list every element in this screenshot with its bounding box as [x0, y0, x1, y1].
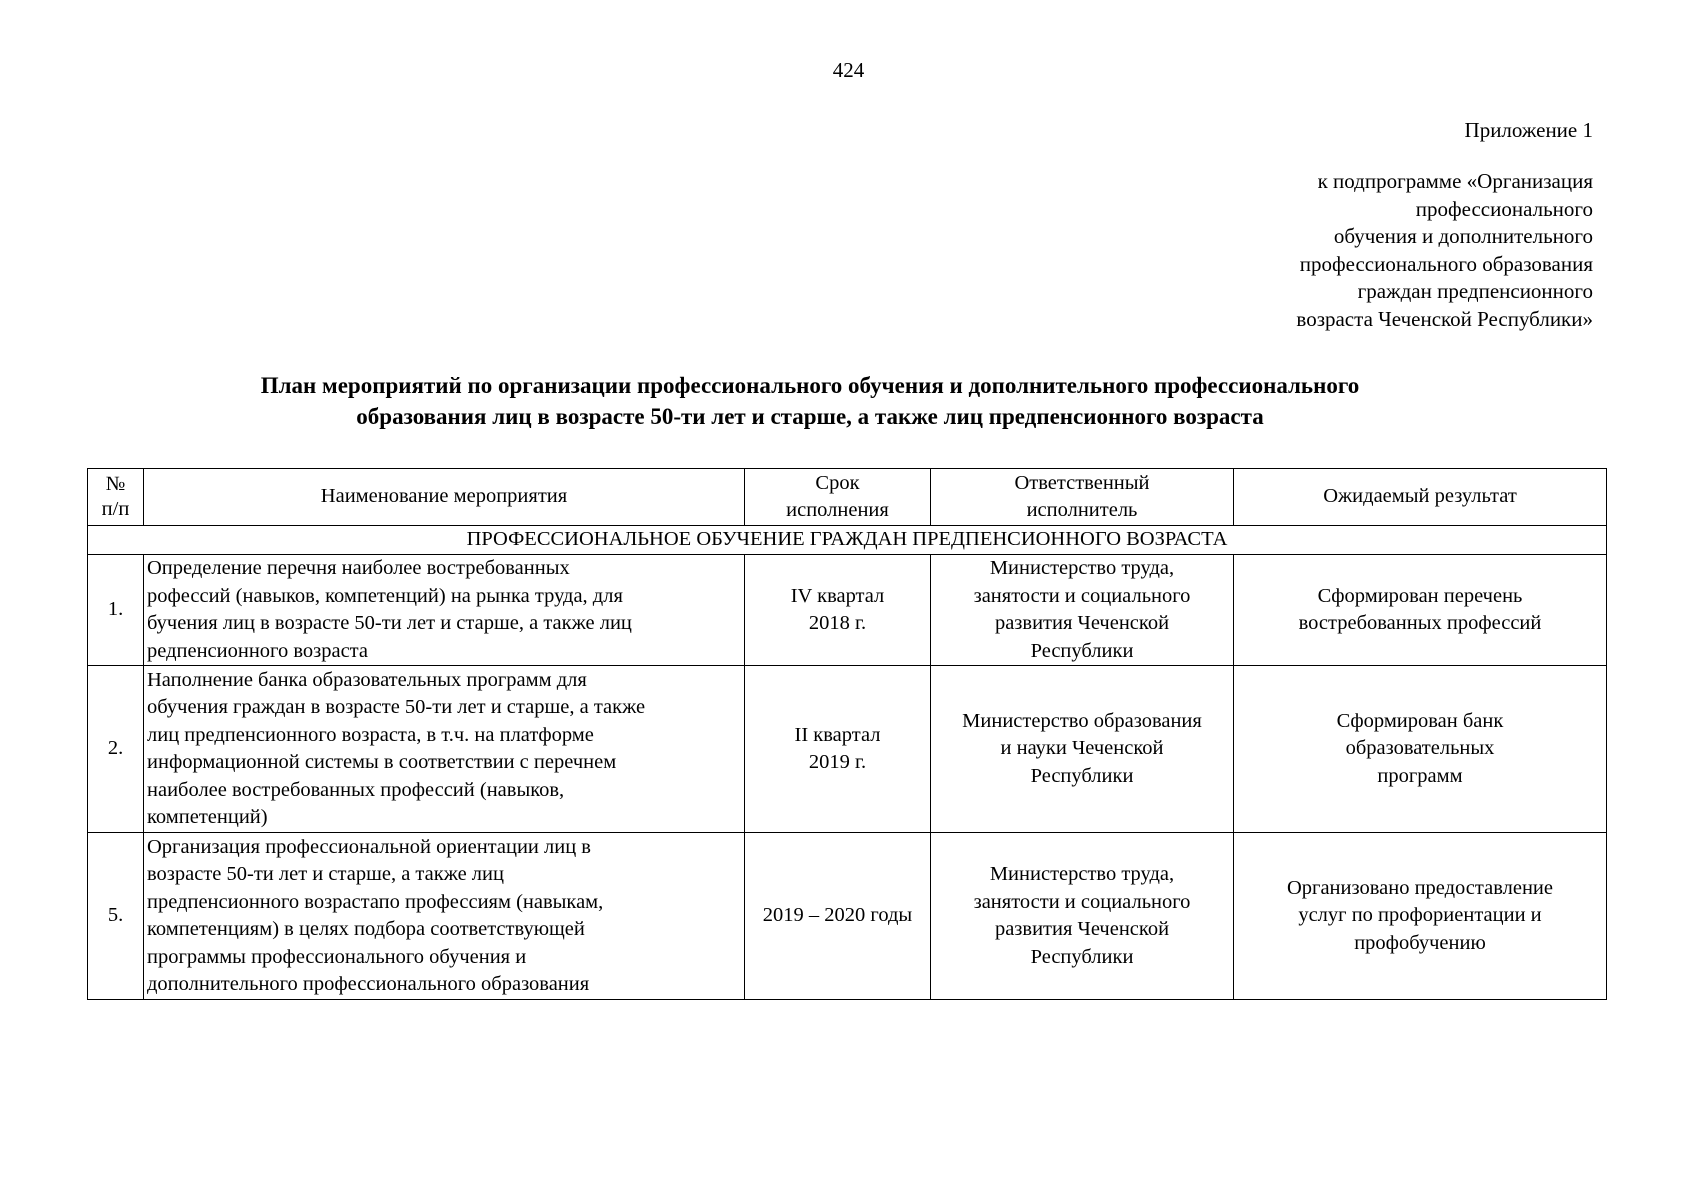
document-title — [60, 370, 1560, 432]
row-responsible — [931, 555, 1234, 666]
text-line: наиболее востребованных профессий (навыков, — [147, 778, 565, 801]
appendix-line: обучения и дополнительного — [1333, 224, 1593, 248]
document-title-line: План мероприятий по организации профессионального обучения и дополнительного профессионального — [260, 373, 1360, 398]
text-line: Организовано предоставление — [1286, 876, 1553, 899]
document-title-line: образования лиц в возрасте 50-ти лет и старше, а также лиц предпенсионного возраста — [356, 404, 1264, 429]
row-number: 2. — [88, 666, 144, 833]
row-number: 1. — [88, 555, 144, 666]
text-line: 2018 г. — [808, 612, 867, 634]
text-line: образовательных — [1345, 737, 1495, 760]
appendix-line: профессионального — [1415, 196, 1593, 221]
text-line: востребованных профессий — [1298, 612, 1542, 634]
header-responsible-line: Ответственный — [1014, 471, 1150, 494]
text-line: программы профессионального обучения и — [147, 945, 527, 968]
text-line: Министерство труда, — [989, 557, 1175, 579]
row-activity — [144, 666, 745, 833]
appendix-line: возраста Чеченской Республики» — [1296, 306, 1593, 331]
text-line: 2019 – 2020 годы — [762, 904, 913, 927]
appendix-line: граждан предпенсионного — [1357, 279, 1593, 303]
header-number — [88, 469, 144, 526]
text-line: профобучению — [1354, 931, 1486, 954]
header-number-line: п/п — [101, 498, 130, 520]
text-line: Наполнение банка образовательных программ для — [147, 668, 587, 691]
plan-table — [87, 468, 1607, 1000]
header-responsible-line: исполнитель — [1026, 499, 1138, 521]
text-line: программ — [1377, 764, 1463, 787]
appendix-line: профессионального образования — [1299, 251, 1593, 276]
text-line: 2019 г. — [808, 751, 867, 773]
text-line: бучения лиц в возрасте 50-ти лет и старше, а также лиц — [147, 612, 632, 634]
text-line: лиц предпенсионного возраста, в т.ч. на платформе — [147, 723, 594, 746]
header-number-line: № — [105, 473, 126, 495]
header-term-line: исполнения — [786, 499, 889, 521]
section-row — [88, 526, 1607, 555]
text-line: Республики — [1030, 945, 1134, 968]
text-line: развития Чеченской — [994, 612, 1170, 634]
header-term-line: Срок — [815, 471, 860, 494]
row-result — [1234, 666, 1607, 833]
row-result — [1234, 833, 1607, 1000]
text-line: и науки Чеченской — [1000, 737, 1164, 760]
appendix-line: к подпрограмме «Организация — [1317, 169, 1593, 193]
appendix-reference — [1296, 168, 1593, 333]
header-term — [745, 469, 931, 526]
appendix-label: Приложение 1 — [1464, 118, 1593, 142]
text-line: редпенсионного возраста — [147, 639, 368, 662]
text-line: развития Чеченской — [994, 918, 1170, 940]
text-line: Республики — [1030, 764, 1134, 787]
table-row — [88, 666, 1607, 833]
text-line: информационной системы в соответствии с перечнем — [147, 751, 617, 773]
text-line: возрасте 50-ти лет и старше, а также лиц — [147, 863, 504, 885]
text-line: рофессий (навыков, компетенций) на рынка труда, для — [147, 584, 623, 607]
text-line: занятости и социального — [973, 890, 1191, 913]
text-line: II квартал — [794, 723, 881, 746]
text-line: компетенциям) в целях подбора соответствующей — [147, 918, 585, 940]
text-line: компетенций) — [147, 806, 268, 828]
text-line: занятости и социального — [973, 584, 1191, 607]
row-term — [745, 833, 931, 1000]
text-line: Организация профессиональной ориентации лиц в — [147, 835, 591, 858]
table-header-row — [88, 469, 1607, 526]
text-line: Сформирован перечень — [1317, 584, 1523, 607]
section-title: ПРОФЕССИОНАЛЬНОЕ ОБУЧЕНИЕ ГРАЖДАН ПРЕДПЕНСИОННОГО ВОЗРАСТА — [88, 526, 1607, 555]
row-term — [745, 555, 931, 666]
row-responsible — [931, 666, 1234, 833]
text-line: обучения граждан в возрасте 50-ти лет и старше, а также — [147, 696, 646, 718]
row-result — [1234, 555, 1607, 666]
header-name: Наименование мероприятия — [144, 469, 745, 526]
text-line: IV квартал — [790, 584, 885, 607]
text-line: Сформирован банк — [1336, 709, 1504, 732]
text-line: дополнительного профессионального образования — [147, 973, 590, 995]
text-line: услуг по профориентации и — [1298, 904, 1542, 927]
table-row — [88, 555, 1607, 666]
header-responsible — [931, 469, 1234, 526]
row-responsible — [931, 833, 1234, 1000]
table-row — [88, 833, 1607, 1000]
row-term — [745, 666, 931, 833]
row-activity — [144, 833, 745, 1000]
text-line: Министерство труда, — [989, 863, 1175, 885]
text-line: Определение перечня наиболее востребованных — [147, 557, 570, 579]
text-line: предпенсионного возрастапо профессиям (навыкам, — [147, 890, 604, 913]
row-number: 5. — [88, 833, 144, 1000]
text-line: Республики — [1030, 639, 1134, 662]
text-line: Министерство образования — [962, 709, 1202, 732]
row-activity — [144, 555, 745, 666]
page-number: 424 — [832, 58, 865, 82]
header-result: Ожидаемый результат — [1234, 469, 1607, 526]
